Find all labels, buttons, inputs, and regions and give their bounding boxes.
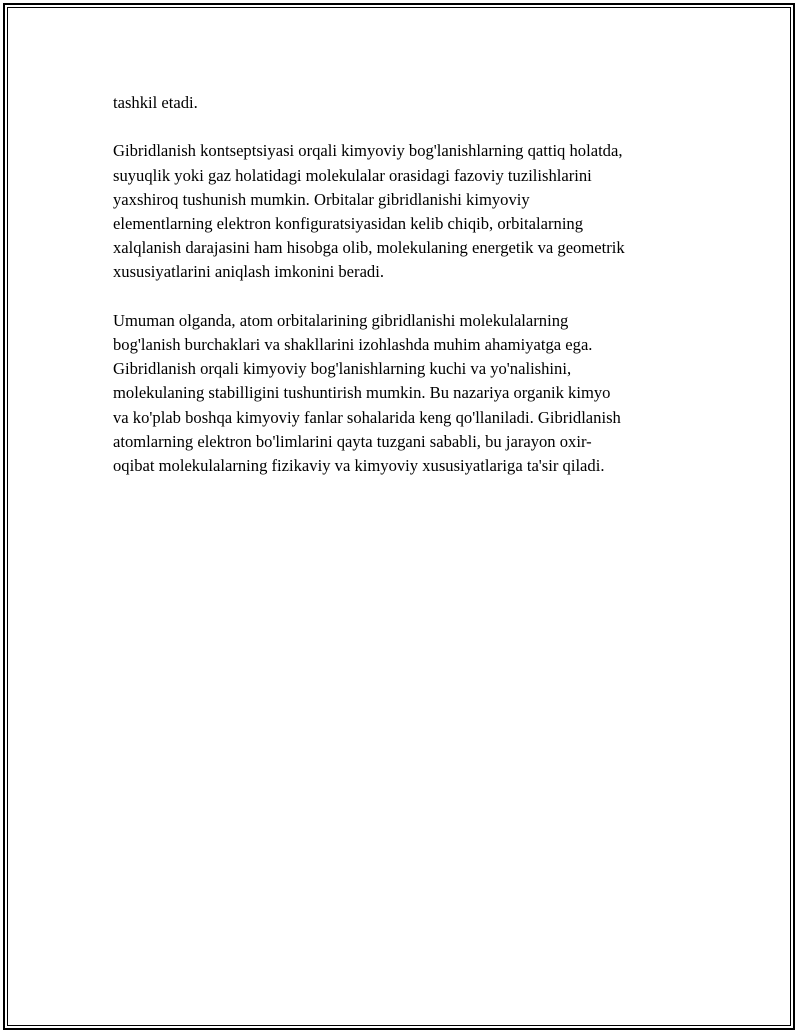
paragraph-3 [113,309,693,478]
text-line: elementlarning elektron konfiguratsiyasidan kelib chiqib, orbitalarning [113,214,584,233]
text-line: tashkil etadi. [113,93,198,112]
text-line: yaxshiroq tushunish mumkin. Orbitalar gibridlanishi kimyoviy [113,189,530,209]
text-line: oqibat molekulalarning fizikaviy va kimyoviy xususiyatlariga ta'sir qiladi. [113,456,605,476]
text-line: atomlarning elektron bo'limlarini qayta tuzgani sababli, bu jarayon oxir- [113,431,592,451]
text-line: Gibridlanish kontseptsiyasi orqali kimyoviy bog'lanishlarning qattiq holatda, [113,141,623,161]
text-line: molekulaning stabilligini tushuntirish mumkin. Bu nazariya organik kimyo [113,383,611,403]
text-line: Umuman olganda, atom orbitalarining gibridlanishi molekulalarning [113,310,569,330]
text-line: bog'lanish burchaklari va shakllarini izohlashda muhim ahamiyatga ega. [113,335,593,354]
text-line: suyuqlik yoki gaz holatidagi molekulalar orasidagi fazoviy tuzilishlarini [113,165,592,185]
text-line: xususiyatlarini aniqlash imkonini beradi. [113,262,384,282]
text-line: Gibridlanish orqali kimyoviy bog'lanishlarning kuchi va yo'nalishini, [113,359,572,379]
document-body [113,91,693,502]
text-line: va ko'plab boshqa kimyoviy fanlar sohalarida keng qo'llaniladi. Gibridlanish [113,407,621,427]
paragraph-1 [113,91,693,115]
text-line: xalqlanish darajasini ham hisobga olib, molekulaning energetik va geometrik [113,238,625,258]
paragraph-2 [113,139,693,284]
